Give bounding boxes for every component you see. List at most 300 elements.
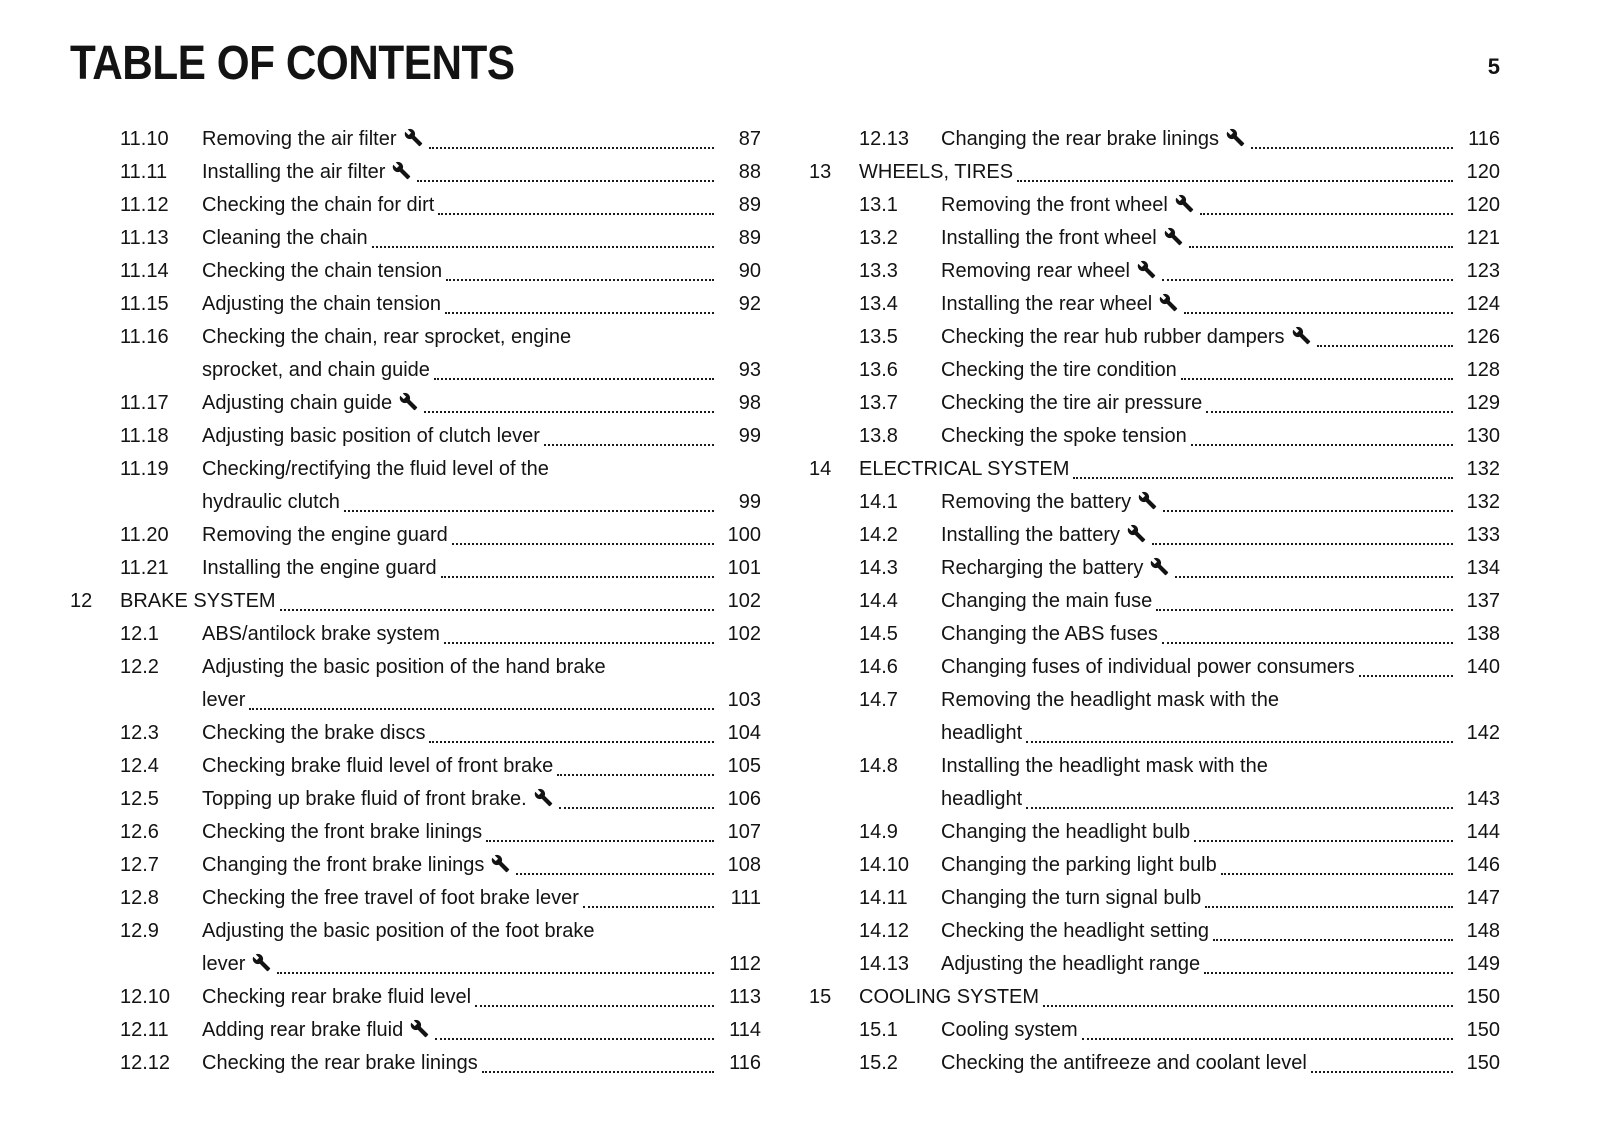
toc-entry-number: 11.21 [120, 557, 169, 579]
toc-page-ref: 107 [727, 821, 761, 843]
dot-leader [1162, 279, 1453, 281]
wrench-icon [1127, 524, 1146, 552]
dot-leader [277, 972, 714, 974]
toc-entry-content [941, 1047, 1500, 1080]
toc-page-ref: 150 [1466, 1019, 1500, 1041]
toc-entry-number: 14.5 [859, 623, 898, 645]
toc-page-ref: 102 [727, 590, 761, 612]
toc-entry-label: Checking the free travel of foot brake lever [202, 887, 579, 909]
toc-page-ref: 138 [1466, 623, 1500, 645]
wrench-icon [1138, 491, 1157, 519]
toc-entry-label: Adjusting the headlight range [941, 953, 1201, 975]
dot-leader [1311, 1071, 1453, 1073]
dot-leader [583, 906, 714, 908]
toc-entry-row [809, 849, 1500, 882]
toc-entry-content [941, 684, 1500, 750]
toc-entry-content [202, 1047, 761, 1080]
dot-leader [1317, 345, 1453, 347]
toc-entry-number: 14.2 [859, 524, 898, 546]
toc-entry-number: 14.12 [859, 920, 910, 942]
toc-entry-number: 12.5 [120, 788, 159, 810]
dot-leader [1163, 510, 1453, 512]
toc-entry-row [809, 519, 1500, 552]
toc-entry-row [70, 387, 761, 420]
toc-entry-number: 12.6 [120, 821, 159, 843]
toc-entry-content [941, 486, 1500, 519]
toc-entry-label: Changing the main fuse [941, 590, 1153, 612]
page-number: 5 [1487, 54, 1500, 79]
toc-page-ref: 102 [727, 623, 761, 645]
toc-page-ref: 124 [1466, 293, 1500, 315]
toc-entry-content [941, 552, 1500, 585]
toc-page-ref: 121 [1466, 227, 1500, 249]
dot-leader [446, 279, 714, 281]
toc-page-ref: 149 [1466, 953, 1500, 975]
toc-entry-content [859, 453, 1500, 486]
toc-entry-row [809, 189, 1500, 222]
toc-entry-row [809, 387, 1500, 420]
toc-entry-row [809, 354, 1500, 387]
toc-entry-content [941, 321, 1500, 354]
toc-entry-label: Checking the rear hub rubber dampers [941, 326, 1285, 348]
toc-entry-label: Checking the antifreeze and coolant level [941, 1052, 1307, 1074]
toc-entry-number: 14.11 [859, 887, 908, 909]
page-header [70, 36, 1500, 91]
toc-entry-content [202, 189, 761, 222]
toc-entry-row [70, 717, 761, 750]
toc-entry-label: Changing the headlight bulb [941, 821, 1191, 843]
toc-entry-content [941, 882, 1500, 915]
dot-leader [445, 312, 714, 314]
toc-entry-label: Changing fuses of individual power consumers [941, 656, 1355, 678]
toc-entry-content [941, 255, 1500, 288]
toc-entry-row [70, 750, 761, 783]
wrench-icon [1292, 326, 1311, 354]
toc-page-ref: 116 [729, 1052, 761, 1074]
dot-leader [1191, 444, 1453, 446]
toc-entry-number: 14.10 [859, 854, 910, 876]
toc-entry-row [70, 255, 761, 288]
dot-leader [452, 543, 714, 545]
toc-entry-label: Cleaning the chain [202, 227, 368, 249]
toc-entry-row [809, 420, 1500, 453]
toc-entry-label: Removing the air filter [202, 128, 397, 150]
toc-entry-label: WHEELS, TIRES [859, 161, 1014, 183]
toc-entry-content [202, 750, 761, 783]
toc-entry-label: Topping up brake fluid of front brake. [202, 788, 527, 810]
toc-entry-number: 14.8 [859, 755, 898, 777]
toc-entry-number: 14.7 [859, 689, 898, 711]
toc-entry-label: Checking the rear brake linings [202, 1052, 478, 1074]
dot-leader [1026, 807, 1453, 809]
toc-page-ref: 137 [1466, 590, 1500, 612]
toc-entry-number: 11.18 [120, 425, 169, 447]
toc-entry-row [70, 981, 761, 1014]
toc-page-ref: 143 [1466, 788, 1500, 810]
toc-entry-content [202, 255, 761, 288]
toc-entry-label: Installing the engine guard [202, 557, 437, 579]
toc-entry-label: Recharging the battery [941, 557, 1144, 579]
toc-entry-row [809, 618, 1500, 651]
toc-entry-number: 12.2 [120, 656, 159, 678]
toc-page-ref: 106 [727, 788, 761, 810]
toc-entry-content [202, 288, 761, 321]
toc-columns [70, 123, 1500, 1080]
toc-page-ref: 126 [1466, 326, 1500, 348]
toc-entry-label: headlight [941, 722, 1023, 744]
toc-entry-row [70, 1014, 761, 1047]
dot-leader [444, 642, 714, 644]
wrench-icon [1175, 194, 1194, 222]
toc-entry-number: 12.9 [120, 920, 159, 942]
toc-page-ref: 132 [1466, 491, 1500, 513]
toc-entry-row [809, 585, 1500, 618]
toc-entry-label: Changing the turn signal bulb [941, 887, 1202, 909]
toc-page-ref: 105 [727, 755, 761, 777]
dot-leader [344, 510, 714, 512]
toc-entry-number: 12.8 [120, 887, 159, 909]
toc-entry-label: Checking the front brake linings [202, 821, 483, 843]
toc-page-ref: 123 [1466, 260, 1500, 282]
toc-entry-number: 12 [70, 590, 93, 612]
dot-leader [1206, 411, 1453, 413]
toc-page-ref: 130 [1466, 425, 1500, 447]
dot-leader [1200, 213, 1453, 215]
toc-entry-content [941, 222, 1500, 255]
toc-entry-label: Checking the chain, rear sprocket, engine [202, 326, 572, 348]
toc-entry-label: Checking the spoke tension [941, 425, 1187, 447]
toc-entry-row [70, 651, 761, 717]
toc-entry-label: Checking brake fluid level of front brake [202, 755, 554, 777]
toc-page-ref: 88 [738, 161, 761, 183]
toc-entry-label: Installing the headlight mask with the [941, 755, 1268, 777]
dot-leader [516, 873, 714, 875]
toc-entry-label: lever [202, 689, 246, 711]
toc-entry-label: Checking the tire condition [941, 359, 1177, 381]
dot-leader [249, 708, 714, 710]
wrench-icon [491, 854, 510, 882]
toc-entry-number: 12.4 [120, 755, 159, 777]
toc-entry-row [70, 1047, 761, 1080]
toc-page-ref: 129 [1466, 392, 1500, 414]
toc-entry-label: Checking the chain tension [202, 260, 443, 282]
dot-leader [1152, 543, 1453, 545]
toc-page-ref: 99 [738, 425, 761, 447]
toc-page-ref: 99 [738, 491, 761, 513]
toc-entry-content [941, 519, 1500, 552]
toc-entry-row [809, 1047, 1500, 1080]
toc-entry-number: 14.13 [859, 953, 910, 975]
toc-entry-content [859, 981, 1500, 1014]
toc-page-ref: 146 [1466, 854, 1500, 876]
toc-page-ref: 101 [727, 557, 761, 579]
toc-entry-content [941, 387, 1500, 420]
toc-entry-row [809, 288, 1500, 321]
toc-entry-label: Cooling system [941, 1019, 1078, 1041]
dot-leader [1073, 477, 1453, 479]
toc-entry-number: 12.13 [859, 128, 910, 150]
toc-entry-row [70, 618, 761, 651]
toc-entry-number: 11.19 [120, 458, 169, 480]
toc-entry-content [859, 156, 1500, 189]
wrench-icon [404, 128, 423, 156]
toc-entry-label: Checking the tire air pressure [941, 392, 1203, 414]
toc-page-ref: 103 [727, 689, 761, 711]
dot-leader [372, 246, 714, 248]
wrench-icon [1164, 227, 1183, 255]
toc-entry-number: 11.14 [120, 260, 169, 282]
toc-entry-row [70, 453, 761, 519]
toc-page-ref: 147 [1466, 887, 1500, 909]
toc-page-ref: 93 [738, 359, 761, 381]
toc-entry-content [941, 849, 1500, 882]
toc-entry-number: 13.7 [859, 392, 898, 414]
toc-entry-row [809, 1014, 1500, 1047]
toc-entry-content [941, 288, 1500, 321]
toc-entry-content [202, 816, 761, 849]
toc-entry-content [202, 618, 761, 651]
toc-page-ref: 116 [1468, 128, 1500, 150]
wrench-icon [1150, 557, 1169, 585]
toc-page-ref: 114 [729, 1019, 761, 1041]
toc-page-ref: 150 [1466, 1052, 1500, 1074]
toc-page-ref: 132 [1466, 458, 1500, 480]
dot-leader [280, 609, 714, 611]
toc-entry-content [120, 585, 761, 618]
toc-entry-content [941, 618, 1500, 651]
wrench-icon [410, 1019, 429, 1047]
toc-entry-content [202, 321, 761, 387]
toc-entry-content [941, 189, 1500, 222]
wrench-icon [252, 953, 271, 981]
toc-page-ref: 140 [1466, 656, 1500, 678]
toc-entry-number: 13.4 [859, 293, 898, 315]
toc-page-ref: 92 [738, 293, 761, 315]
dot-leader [1221, 873, 1453, 875]
toc-entry-content [202, 387, 761, 420]
dot-leader [1156, 609, 1453, 611]
toc-entry-label: Adjusting basic position of clutch lever [202, 425, 540, 447]
toc-entry-row [70, 552, 761, 585]
toc-entry-label: Installing the battery [941, 524, 1120, 546]
dot-leader [559, 807, 714, 809]
toc-entry-content [202, 882, 761, 915]
wrench-icon [1137, 260, 1156, 288]
toc-entry-number: 13.6 [859, 359, 898, 381]
toc-entry-content [941, 1014, 1500, 1047]
dot-leader [544, 444, 714, 446]
dot-leader [557, 774, 714, 776]
toc-right-column [809, 123, 1500, 1080]
toc-entry-label: Removing the front wheel [941, 194, 1168, 216]
toc-entry-number: 13.5 [859, 326, 898, 348]
toc-page-ref: 128 [1466, 359, 1500, 381]
toc-entry-number: 11.11 [120, 161, 168, 183]
toc-entry-number: 14.1 [859, 491, 898, 513]
toc-entry-label: ABS/antilock brake system [202, 623, 440, 645]
toc-entry-label: Adjusting the chain tension [202, 293, 442, 315]
toc-entry-label: Checking the chain for dirt [202, 194, 435, 216]
wrench-icon [392, 161, 411, 189]
toc-entry-label: Adjusting the basic position of the foot brake [202, 920, 595, 942]
toc-entry-label: Removing the headlight mask with the [941, 689, 1279, 711]
toc-entry-label: Changing the parking light bulb [941, 854, 1217, 876]
toc-entry-number: 14.9 [859, 821, 898, 843]
toc-entry-content [941, 420, 1500, 453]
toc-entry-content [941, 123, 1500, 156]
toc-entry-row [809, 915, 1500, 948]
toc-entry-row [809, 684, 1500, 750]
toc-entry-label: Adjusting the basic position of the hand brake [202, 656, 606, 678]
toc-entry-number: 14.6 [859, 656, 898, 678]
toc-entry-number: 14.4 [859, 590, 898, 612]
toc-entry-number: 12.7 [120, 854, 159, 876]
toc-entry-content [202, 453, 761, 519]
dot-leader [1184, 312, 1453, 314]
toc-entry-content [941, 948, 1500, 981]
toc-entry-number: 11.12 [120, 194, 169, 216]
toc-entry-row [70, 288, 761, 321]
toc-entry-number: 14 [809, 458, 832, 480]
dot-leader [482, 1071, 714, 1073]
toc-entry-content [202, 420, 761, 453]
toc-entry-content [202, 981, 761, 1014]
toc-page-ref: 113 [729, 986, 761, 1008]
toc-entry-row [809, 222, 1500, 255]
toc-entry-number: 13 [809, 161, 832, 183]
toc-entry-number: 11.20 [120, 524, 169, 546]
dot-leader [1251, 147, 1453, 149]
toc-entry-row [809, 882, 1500, 915]
toc-section-row [70, 585, 761, 618]
toc-page-ref: 100 [727, 524, 761, 546]
toc-entry-number: 11.10 [120, 128, 169, 150]
toc-entry-content [202, 156, 761, 189]
toc-entry-row [70, 189, 761, 222]
toc-entry-row [70, 816, 761, 849]
dot-leader [417, 180, 714, 182]
toc-entry-number: 13.2 [859, 227, 898, 249]
toc-entry-label: Checking the brake discs [202, 722, 426, 744]
toc-page-ref: 120 [1466, 194, 1500, 216]
dot-leader [429, 147, 714, 149]
toc-entry-row [70, 420, 761, 453]
dot-leader [1194, 840, 1453, 842]
toc-entry-content [941, 915, 1500, 948]
toc-entry-number: 13.3 [859, 260, 898, 282]
toc-entry-number: 11.13 [120, 227, 169, 249]
toc-left-column [70, 123, 761, 1080]
toc-entry-number: 15 [809, 986, 832, 1008]
toc-entry-row [70, 321, 761, 387]
toc-entry-label: ELECTRICAL SYSTEM [859, 458, 1070, 480]
toc-page-ref: 120 [1466, 161, 1500, 183]
toc-entry-content [941, 750, 1500, 816]
wrench-icon [1159, 293, 1178, 321]
toc-entry-content [202, 1014, 761, 1047]
toc-entry-content [941, 651, 1500, 684]
toc-entry-row [809, 255, 1500, 288]
toc-entry-number: 12.10 [120, 986, 171, 1008]
toc-entry-row [70, 783, 761, 816]
dot-leader [435, 1038, 714, 1040]
toc-entry-content [202, 717, 761, 750]
toc-entry-label: Changing the front brake linings [202, 854, 485, 876]
toc-entry-content [202, 651, 761, 717]
toc-entry-label: Removing the engine guard [202, 524, 448, 546]
toc-page-ref: 89 [738, 194, 761, 216]
dot-leader [1175, 576, 1453, 578]
toc-entry-label: lever [202, 953, 246, 975]
toc-page-ref: 148 [1466, 920, 1500, 942]
wrench-icon [399, 392, 418, 420]
dot-leader [1162, 642, 1453, 644]
toc-entry-number: 12.1 [120, 623, 159, 645]
toc-entry-number: 14.3 [859, 557, 898, 579]
toc-page-ref: 112 [729, 953, 761, 975]
dot-leader [1204, 972, 1453, 974]
toc-entry-row [809, 123, 1500, 156]
toc-entry-row [70, 849, 761, 882]
dot-leader [1213, 939, 1453, 941]
dot-leader [424, 411, 714, 413]
toc-page-ref: 134 [1466, 557, 1500, 579]
toc-entry-content [202, 222, 761, 255]
dot-leader [1082, 1038, 1453, 1040]
toc-entry-label: hydraulic clutch [202, 491, 340, 513]
toc-entry-row [70, 156, 761, 189]
page-title: TABLE OF CONTENTS [70, 37, 515, 90]
toc-entry-label: Adjusting chain guide [202, 392, 393, 414]
toc-entry-label: Checking rear brake fluid level [202, 986, 472, 1008]
dot-leader [1043, 1005, 1453, 1007]
toc-section-row [809, 981, 1500, 1014]
toc-entry-label: COOLING SYSTEM [859, 986, 1040, 1008]
toc-entry-content [202, 849, 761, 882]
toc-entry-number: 12.12 [120, 1052, 171, 1074]
toc-entry-row [70, 123, 761, 156]
toc-entry-row [70, 915, 761, 981]
toc-entry-number: 13.8 [859, 425, 898, 447]
toc-entry-label: Installing the front wheel [941, 227, 1157, 249]
toc-entry-label: Installing the air filter [202, 161, 386, 183]
toc-entry-number: 13.1 [859, 194, 898, 216]
toc-page-ref: 108 [727, 854, 761, 876]
toc-entry-row [809, 750, 1500, 816]
toc-entry-number: 11.17 [120, 392, 169, 414]
toc-entry-content [202, 915, 761, 981]
dot-leader [475, 1005, 714, 1007]
toc-entry-label: Installing the rear wheel [941, 293, 1153, 315]
toc-entry-row [809, 651, 1500, 684]
toc-entry-row [70, 882, 761, 915]
toc-entry-label: Removing the battery [941, 491, 1132, 513]
toc-page-ref: 150 [1466, 986, 1500, 1008]
toc-section-row [809, 156, 1500, 189]
toc-entry-row [809, 321, 1500, 354]
wrench-icon [534, 788, 553, 816]
toc-entry-number: 11.16 [120, 326, 169, 348]
toc-entry-content [202, 123, 761, 156]
toc-entry-row [70, 222, 761, 255]
dot-leader [486, 840, 714, 842]
wrench-icon [1226, 128, 1245, 156]
toc-page-ref: 111 [730, 887, 761, 909]
toc-entry-label: sprocket, and chain guide [202, 359, 430, 381]
toc-entry-content [941, 585, 1500, 618]
toc-entry-content [941, 816, 1500, 849]
toc-entry-content [941, 354, 1500, 387]
